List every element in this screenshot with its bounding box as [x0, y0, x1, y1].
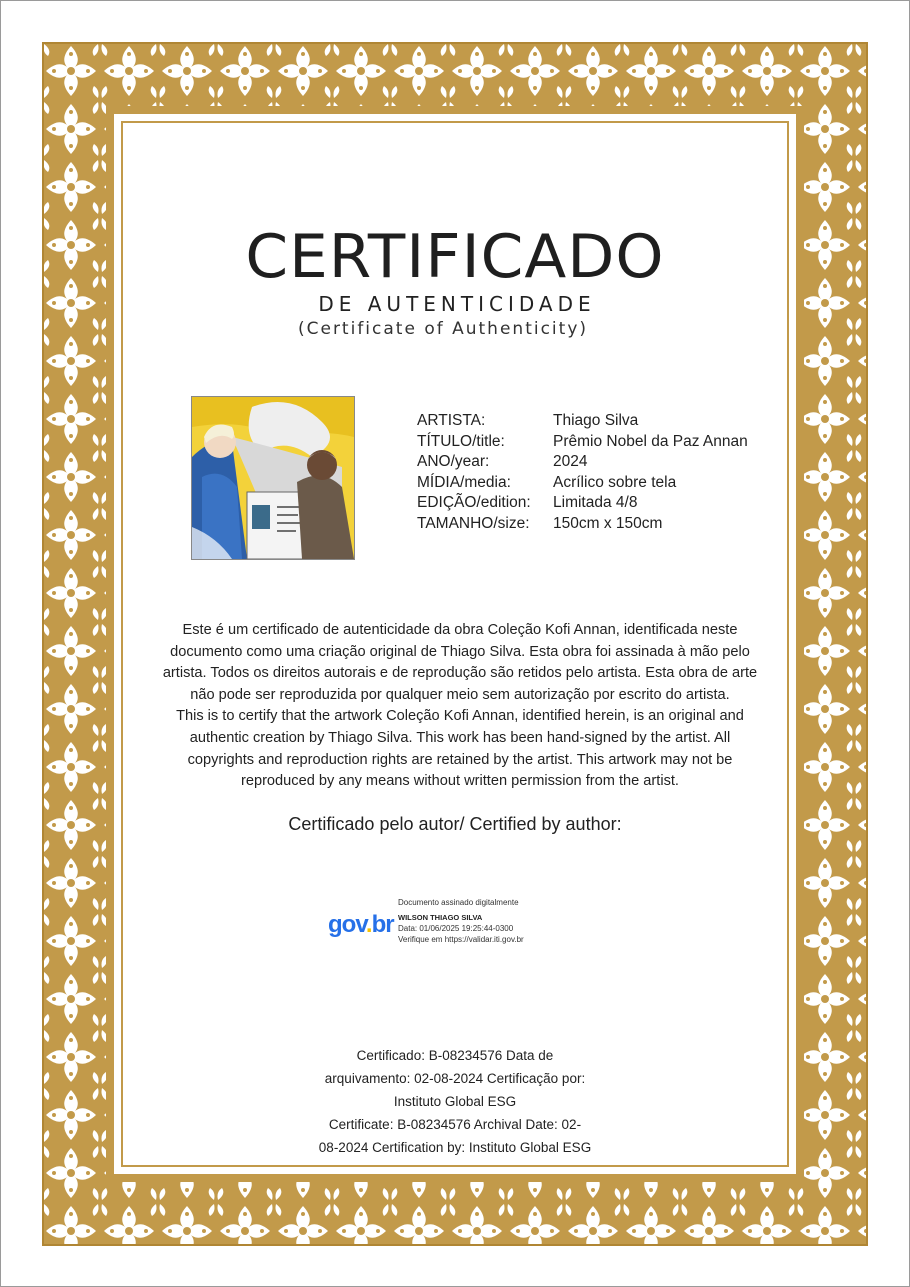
gov-br-logo: gov.br	[328, 911, 394, 938]
signature-verify-link[interactable]: Verifique em https://validar.iti.gov.br	[398, 935, 524, 944]
detail-value: Acrílico sobre tela	[553, 473, 677, 491]
detail-row-media	[417, 473, 748, 494]
statement-line: documento como uma criação original de Thiago Silva. Esta obra foi assinada à mão pelo	[170, 643, 750, 660]
detail-label: ARTISTA:	[417, 412, 486, 429]
digital-signature	[326, 893, 556, 953]
signature-date: Data: 01/06/2025 19:25:44-0300	[398, 924, 514, 933]
detail-value: Thiago Silva	[553, 412, 639, 429]
certificate-subtitle-english: (Certificate of Authenticity)	[297, 319, 589, 339]
footer-line: Certificado: B-08234576 Data de	[356, 1048, 554, 1063]
artwork-image	[191, 396, 355, 560]
footer-line: Certificate: B-08234576 Archival Date: 02-	[328, 1117, 582, 1132]
detail-label: MÍDIA/media:	[417, 473, 511, 491]
detail-row-year	[417, 452, 748, 473]
detail-label: TAMANHO/size:	[417, 514, 530, 532]
signer-name: WILSON THIAGO SILVA	[398, 913, 483, 922]
certified-by-label: Certificado pelo autor/ Certified by author:	[288, 814, 622, 834]
detail-value: 2024	[553, 453, 588, 471]
statement-line: artista. Todos os direitos autorais e de reprodução são retidos pelo artista. Esta obra de arte	[162, 665, 758, 682]
certificate-title: CERTIFICADO	[245, 222, 665, 292]
detail-row-title	[417, 432, 748, 453]
signature-heading: Documento assinado digitalmente	[398, 898, 519, 907]
statement-line: copyrights and reproduction rights are retained by the artist. This artwork may not be	[187, 751, 733, 768]
footer-line: arquivamento: 02-08-2024 Certificação por:	[324, 1071, 586, 1086]
detail-label: EDIÇÃO/edition:	[417, 494, 531, 512]
detail-row-size	[417, 514, 748, 535]
footer-line: Instituto Global ESG	[393, 1094, 517, 1109]
certificate-subtitle: DE AUTENTICIDADE	[318, 292, 596, 316]
certificate-statement	[150, 620, 770, 793]
detail-label: TÍTULO/title:	[417, 432, 505, 450]
detail-row-artist	[417, 411, 748, 432]
artwork-details	[417, 411, 748, 535]
statement-line: authentic creation by Thiago Silva. This work has been hand-signed by the artist. All	[189, 729, 731, 746]
statement-line: não pode ser reproduzida por qualquer meio sem autorização por escrito do artista.	[190, 686, 730, 703]
signature-details	[398, 897, 524, 945]
detail-row-edition	[417, 493, 748, 514]
detail-value: Limitada 4/8	[553, 494, 638, 512]
certification-footer	[305, 1044, 605, 1159]
statement-line: reproduced by any means without written permission from the artist.	[240, 773, 679, 790]
footer-line: 08-2024 Certification by: Instituto Global ESG	[318, 1140, 592, 1155]
statement-line: Este é um certificado de autenticidade da obra Coleção Kofi Annan, identificada neste	[182, 622, 738, 638]
detail-label: ANO/year:	[417, 453, 490, 471]
detail-value: Prêmio Nobel da Paz Annan	[553, 432, 748, 450]
statement-line: This is to certify that the artwork Coleção Kofi Annan, identified herein, is an original and	[176, 708, 744, 725]
detail-value: 150cm x 150cm	[553, 514, 663, 532]
